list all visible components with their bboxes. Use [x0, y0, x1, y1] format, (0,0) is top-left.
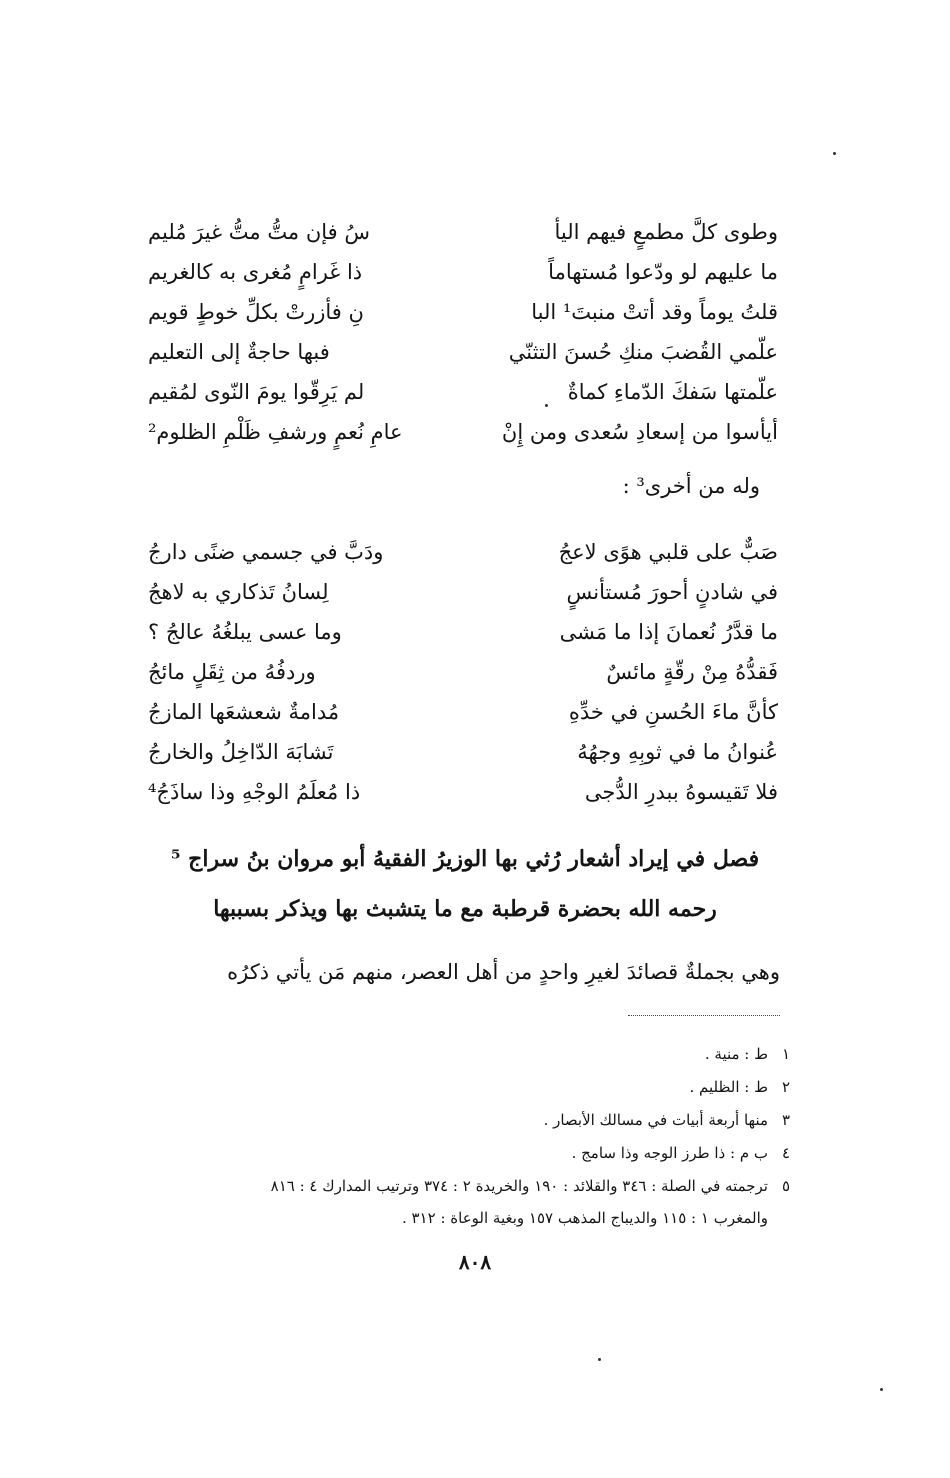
verse-line	[148, 732, 778, 772]
verse-second-hemistich: نِ فأزرتْ بكلِّ خوطٍ قويم	[148, 300, 364, 324]
footnote-text: ط : منية .	[704, 1045, 768, 1063]
verse-first-hemistich: صَبٌّ على قلبي هوًى لاعجُ	[558, 540, 778, 564]
verse-second-hemistich: مُدامةٌ شعشعَها المازجُ	[148, 700, 340, 724]
footnote-number: ٤	[781, 1144, 790, 1162]
verse-second-hemistich: فبها حاجةٌ إلى التعليم	[148, 340, 330, 364]
verse-line	[148, 412, 778, 452]
verse-second-hemistich: وردفُهُ من ثِقَلٍ مائجُ	[148, 660, 316, 684]
verse-first-hemistich: ما قدَّرُ نُعمانَ إذا ما مَشى	[559, 620, 778, 644]
footnote	[150, 1038, 790, 1071]
footnotes	[150, 1038, 790, 1233]
verse-second-hemistich: سُ فإن متُّ متُّ غيرَ مُليم	[148, 220, 371, 244]
footnote-number: ٣	[781, 1111, 790, 1129]
footnote-divider	[628, 1015, 780, 1016]
section-heading: فصل في إيراد أشعار رُثي بها الوزيرُ الفقيهُ أبو مروان بنُ سراج ⁵	[170, 846, 760, 872]
verse-second-hemistich: تَشابَهَ الدّاخِلُ والخارجُ	[148, 740, 334, 764]
verse-line	[148, 652, 778, 692]
verse-first-hemistich: فلا تَقيسوهُ ببدرِ الدُّجى	[584, 780, 778, 804]
verse-second-hemistich: ودَبَّ في جسمي ضنًى دارجُ	[148, 540, 384, 564]
verse-second-hemistich: لِسانُ تَذكاري به لاهجُ	[148, 580, 329, 604]
scan-speck	[833, 152, 836, 155]
poem-intro-line: وله من أخرى³ :	[622, 474, 760, 498]
verse-line	[148, 252, 778, 292]
footnote-text: ب م : ذا طرز الوجه وذا سامج .	[571, 1144, 768, 1162]
footnote	[150, 1104, 790, 1137]
page-number: ٨٠٨	[458, 1250, 492, 1274]
verse-line	[148, 332, 778, 372]
verse-line	[148, 572, 778, 612]
section-heading-continued: رحمه الله بحضرة قرطبة مع ما يتشبث بها ويذكر بسببها	[213, 896, 717, 922]
poem-first	[148, 212, 778, 452]
footnote-continuation: والمغرب ١ : ١١٥ والديباج المذهب ١٥٧ وبغية الوعاة : ٣١٢ .	[401, 1209, 768, 1227]
verse-first-hemistich: قلتُ يوماً وقد أتتْ منبتَ¹ البا	[531, 300, 778, 324]
verse-first-hemistich: عُنوانُ ما في ثوبِهِ وجهُهُ	[577, 740, 778, 764]
verse-line	[148, 692, 778, 732]
body-paragraph: وهي بجملةٌ قصائدَ لغيرِ واحدٍ من أهل العصر، منهم مَن يأتي ذكرُه	[227, 960, 780, 984]
verse-second-hemistich: وما عسى يبلغُهُ عالجُ ؟	[148, 620, 342, 644]
footnote-text: منها أربعة أبيات في مسالك الأبصار .	[543, 1111, 768, 1129]
verse-line	[148, 372, 778, 412]
poem-second	[148, 532, 778, 812]
footnote	[150, 1170, 790, 1203]
verse-second-hemistich: عامِ نُعمٍ ورشفِ ظَلْمِ الظلوم²	[148, 420, 403, 444]
verse-line	[148, 532, 778, 572]
scan-speck	[598, 1358, 601, 1361]
verse-first-hemistich: في شادنٍ أحورَ مُستأنسٍ	[566, 580, 778, 604]
footnote-number: ١	[781, 1045, 790, 1063]
verse-first-hemistich: وطوى كلَّ مطمعٍ فيهم اليأ	[554, 220, 778, 244]
verse-second-hemistich: لم يَرِقّوا يومَ النّوى لمُقيم	[148, 380, 365, 404]
footnote-number: ٥	[781, 1177, 790, 1195]
scan-speck	[880, 1388, 883, 1391]
verse-line	[148, 772, 778, 812]
verse-first-hemistich: علّمي القُضبَ منكِ حُسنَ التثنّي	[508, 340, 778, 364]
verse-second-hemistich: ذا غَرامٍ مُغرى به كالغريم	[148, 260, 363, 284]
verse-line	[148, 292, 778, 332]
footnote-text: ط : الظليم .	[689, 1078, 768, 1096]
verse-first-hemistich: أيأسوا من إسعادِ سُعدى ومن إِنْ	[501, 420, 778, 444]
verse-first-hemistich: ما عليهم لو ودّعوا مُستهاماً	[548, 260, 778, 284]
footnote-text: ترجمته في الصلة : ٣٤٦ والقلائد : ١٩٠ والخريدة ٢ : ٣٧٤ وترتيب المدارك ٤ : ٨١٦	[270, 1177, 768, 1195]
footnote-number: ٢	[781, 1078, 790, 1096]
verse-line	[148, 612, 778, 652]
verse-first-hemistich: علّمتها سَفكَ الدّماءِ كماةٌ	[567, 380, 778, 404]
footnote	[150, 1071, 790, 1104]
verse-second-hemistich: ذا مُعلَمُ الوجْهِ وذا ساذَجُ⁴	[148, 780, 361, 804]
verse-first-hemistich: فَقدُّهُ مِنْ رقّةٍ مائسٌ	[606, 660, 778, 684]
footnote	[150, 1137, 790, 1170]
verse-first-hemistich: كأنَّ ماءَ الحُسنِ في خدِّهِ	[568, 700, 778, 724]
verse-line	[148, 212, 778, 252]
